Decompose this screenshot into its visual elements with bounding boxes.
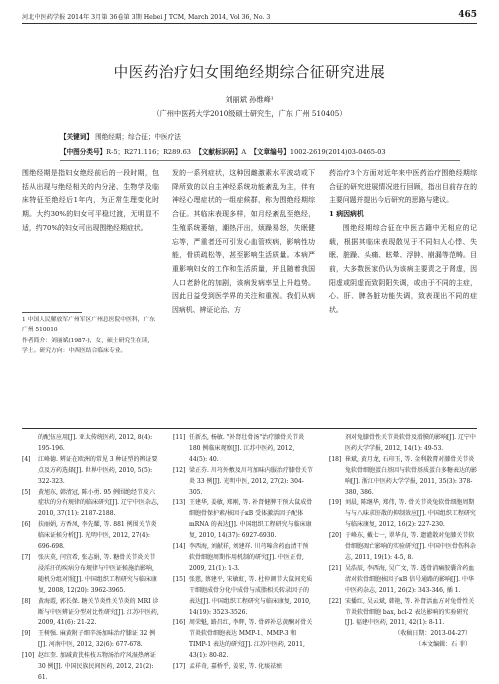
ref-text: 扶丽娟, 方香凤, 李先耀, 等. 881 例围关节炎临床证候分析[J]. 光明中医, 2012, 27(4): 696-698. bbox=[38, 521, 157, 551]
ref-text: 宋播红, 吴云斌, 韩艳, 等. 补肾活血方对兔骨性关节炎软骨细胞 bax, bcl-2 表达影响的实验研究[J]. 福建中医药, 2011, 42(1): 8-11. bbox=[345, 597, 475, 627]
footnote: 1 中国人民解放军广州军区广州总医院中医科，广东 广州 510010 作者简介：刘丽斌(1987-)，女，硕士研究生在读，学士。研究方向：中西医结合临床专业。 bbox=[22, 317, 156, 355]
ref-text: 吴浩辰, 李西海, 吴广文, 等. 透骨消痛胶囊含药血清对软骨细胞核因子κB 信号通路的影响[J]. 中华中医药杂志, 2011, 26(2): 343-346, 插 1. bbox=[345, 564, 475, 594]
ref-text: 孟祥奇, 嘉桥乎, 姜宏, 等. 化痰祛瘀 bbox=[189, 663, 283, 671]
ref-number: [7] bbox=[22, 553, 31, 561]
ref-number: [11] bbox=[173, 434, 186, 441]
section-paragraph: 围绝经期综合征在中医古籍中无相应的记载，根据其临床表现散见于不同妇人心悸、失眠、脏躁、头痛、眩晕、浮肿、崩漏等范畴。目前，大多数医家仍认为该病主要责之于肾虚，因阳虚或阴虚而致阴阳失调，或由于不同的主症，心、肝、脾各脏功能失调，致表现出不同的症状。 bbox=[329, 223, 477, 315]
running-header bbox=[22, 10, 477, 22]
clc-value: R-5；R271.116；R289.63 bbox=[106, 148, 191, 156]
ref-number: [19] bbox=[329, 499, 342, 507]
ref-text: 周荣魁, 路昌红, 李辉, 等. 骨碎补总黄酮对骨关节炎软骨细胞表达 MMP-1、MMP-3 和 TIMP-1 表达的研究[J]. 江苏中医药, 2011, 43(1): 80-82. bbox=[189, 619, 313, 660]
body-column-2: 发的一系列症状，这种因雌激素水平波动或下降所致的以自主神经系统功能紊乱为主，伴有神经心理症状的一组症候群，称为围绝经期综合征。其临床表现多样，如月经紊乱至绝经，生殖系统萎缩，潮热汗出，烦躁易怒，失眠健忘等，严重者还可引发心血管疾病，影响性功能，骨质疏松等，甚至影响生活质量。本病严重影响妇女的工作和生活质量，并且随着我国人口老龄化的加剧，该病发病率呈上升趋势。因此日益受到医学界的关注和重视。我们从病因病机、辨证论治、方 bbox=[172, 169, 315, 315]
ref-text: 剂对兔膝骨性关节炎软骨及滑膜的影响[J]. 辽宁中医药大学学报, 2012, 14(1): 49-53. bbox=[345, 434, 476, 452]
ref-text: 江峰德. 辨证在欧洲的常见 3 种证型的辨证要点及方药选择[J]. 世界中医药, 2010, 5(5): 322-323. bbox=[38, 455, 158, 485]
ref-number: [17] bbox=[173, 663, 186, 671]
header-rule bbox=[22, 23, 477, 24]
ref-number: [14] bbox=[173, 543, 186, 551]
page-number: 465 bbox=[458, 10, 477, 20]
received-date: （收稿日期：2013-04-27） bbox=[394, 630, 471, 638]
ref-number: [5] bbox=[22, 488, 31, 496]
ref-number: [18] bbox=[329, 455, 342, 463]
ref-text: 王建华, 姜敏, 郑刚, 等. 补肾健脾干预大鼠成骨细胞骨保护素/核因子κB 受体激活因子配体 mRNA 的表达[J]. 中国组织工程研究与临床康复, 2010, 14(37): 6927-6930. bbox=[189, 499, 313, 540]
ref-number: [20] bbox=[329, 532, 342, 540]
ref-number: [15] bbox=[173, 575, 186, 583]
body-column-3 bbox=[329, 167, 477, 318]
ref-text: 张慈, 蔡建平, 宋敏虹, 等. 杜仲调节大鼠间充质干细胞成骨分化中成骨与成脂相关转录因子的表达[J]. 中国组织工程研究与临床康复, 2010, 14(19): 3523-3526. bbox=[189, 575, 313, 616]
ref-number: [9] bbox=[22, 630, 31, 638]
body-column-3-intro: 药治疗3个方面对近年来中医药治疗围绝经期综合征的研究进展情况进行回顾，指出目前存在的主要问题并提出今后研究的思路与建议。 bbox=[329, 169, 477, 205]
keywords-label: 【关键词】 bbox=[60, 133, 93, 141]
ref-number: [16] bbox=[173, 619, 186, 627]
ref-text: 黄海霞, 郭长保. 糖关节炎性关节炎的 MRI 诊断与中医辨证分型对比性研究[J]. 江苏中医药, 2009, 41(6): 21-22. bbox=[38, 597, 159, 627]
ref-number: [4] bbox=[22, 455, 31, 463]
ref-number: [12] bbox=[173, 466, 186, 474]
ref-number: [21] bbox=[329, 564, 342, 572]
meta-rule bbox=[60, 160, 460, 161]
references-column-3 bbox=[329, 433, 477, 651]
references-column-2 bbox=[173, 433, 313, 673]
ref-text: 的配伍应用[J]. 亚太传统医药, 2012, 8(4): 195-196. bbox=[38, 434, 153, 452]
ref-text: 李西海, 刘献祥, 刘建祥. 川芎嗪含药血清干预软骨细胞周期作用机制的研究[J]. 中医正骨, 2009, 21(1): 1-3. bbox=[189, 543, 309, 572]
ref-text: 崔斌, 黄月龙, 石印玉, 等. 金利散膏对膝骨关节炎兔软骨细胞蛋白基因与软骨基质蛋白多糖表达的影响[J]. 浙江中医药大学学报, 2011, 35(3): 378-380, 386. bbox=[345, 455, 478, 496]
clc-label: 【中图分类号】 bbox=[60, 148, 107, 156]
ref-text: 梁正芬. 川芎外敷及川芎加味内服治疗膝骨关节炎 33 例[J]. 光明中医, 2012, 27(2): 304-305. bbox=[189, 466, 313, 496]
ref-text: 于峰东, 戴七一, 翠华良, 等. 遗灌散对兔膝关节软骨细胞凋亡影响的实验研究[J]. 中国中医骨伤科杂志, 2011, 19(1): 4-5, 8. bbox=[345, 532, 476, 561]
ref-number bbox=[22, 433, 38, 455]
article-id-label: 【文章编号】 bbox=[250, 148, 290, 156]
editor-note: （本文编辑：石 菲） bbox=[415, 641, 471, 649]
body-column-1: 围绝经期是指妇女绝经前后的一段时期，包括从出现与绝经相关的内分泌、生物学及临床特征至绝经后1年内，为正常生理变化时期。大约30%的妇女可平稳过渡，无明显不适，约70%的妇女可出现围绝经期症状。 bbox=[22, 169, 159, 232]
article-id-value: 1002-2619(2014)03-0465-03 bbox=[289, 148, 386, 156]
ref-text: 赵红奎. 加减黄芪桂枝五物汤治疗风湿热痹证 30 例[J]. 中国民族民间医药, 2012, 21(2): 61. bbox=[38, 652, 156, 681]
footnote-rule bbox=[22, 312, 82, 313]
article-title: 中医药治疗妇女围绝经期综合征研究进展 bbox=[113, 64, 386, 81]
authors: 刘丽斌 孙维峰¹ bbox=[225, 95, 274, 104]
ref-number: [6] bbox=[22, 521, 31, 529]
references-column-1 bbox=[22, 433, 160, 684]
journal-citation: 河北中医药学报 2014年 3月第 36卷第 3期 Hebei J TCM, March 2014, Vol 36, No. 3 bbox=[22, 14, 271, 21]
references-rule bbox=[22, 428, 477, 429]
ref-text: 张庆莫, 闫宜希, 张志娟, 等. 糖骨关节炎关节浸淫汗的疾病分布规律与中医证候施治影响, 随机分组对照[J]. 中国组织工程研究与临床康复, 2008, 12(20): 3962-3965. bbox=[38, 553, 157, 594]
ref-number: [13] bbox=[173, 499, 186, 507]
ref-number: [22] bbox=[329, 597, 342, 605]
classification-line bbox=[60, 146, 460, 156]
ref-number: [10] bbox=[22, 652, 35, 660]
keywords-text: 围绝经期；综合征；中医疗法 bbox=[95, 133, 181, 141]
ref-text: 黄旭东, 韩清冠, 陈小勇. 95 例围绝经节皮六症状的分有规律的临床研究[J]. 辽宁中医杂志, 2010, 37(11): 2187-2188. bbox=[38, 488, 159, 518]
ref-number: [8] bbox=[22, 597, 31, 605]
keywords bbox=[60, 131, 460, 141]
ref-text: 任新杰, 杨敏. "补肾壮骨汤"治疗膝骨关节炎 180 例临床观察[J]. 江苏中医药, 2012, 44(5): 40. bbox=[189, 434, 305, 463]
ref-text: 刘晨, 陈继华, 郑伟, 等. 骨关节炎兔软骨细胞周期与与八味求肝散的抑制效应[J]. 中国组织工程研究与临床康复, 2012, 16(2): 227-230. bbox=[345, 499, 476, 529]
doc-code-value: A bbox=[241, 148, 247, 156]
ref-number bbox=[329, 433, 345, 455]
doc-code-label: 【文献标识码】 bbox=[195, 148, 242, 156]
section-heading: 1 病因病机 bbox=[329, 210, 364, 219]
affiliation: （广州中医药大学2010级硕士研究生，广东 广州 510405） bbox=[152, 109, 347, 118]
ref-text: 王树强. 麻黄附子细辛汤加味治疗膝证 32 例[J]. 河南中医, 2012, 32(6): 677-678. bbox=[38, 630, 156, 649]
